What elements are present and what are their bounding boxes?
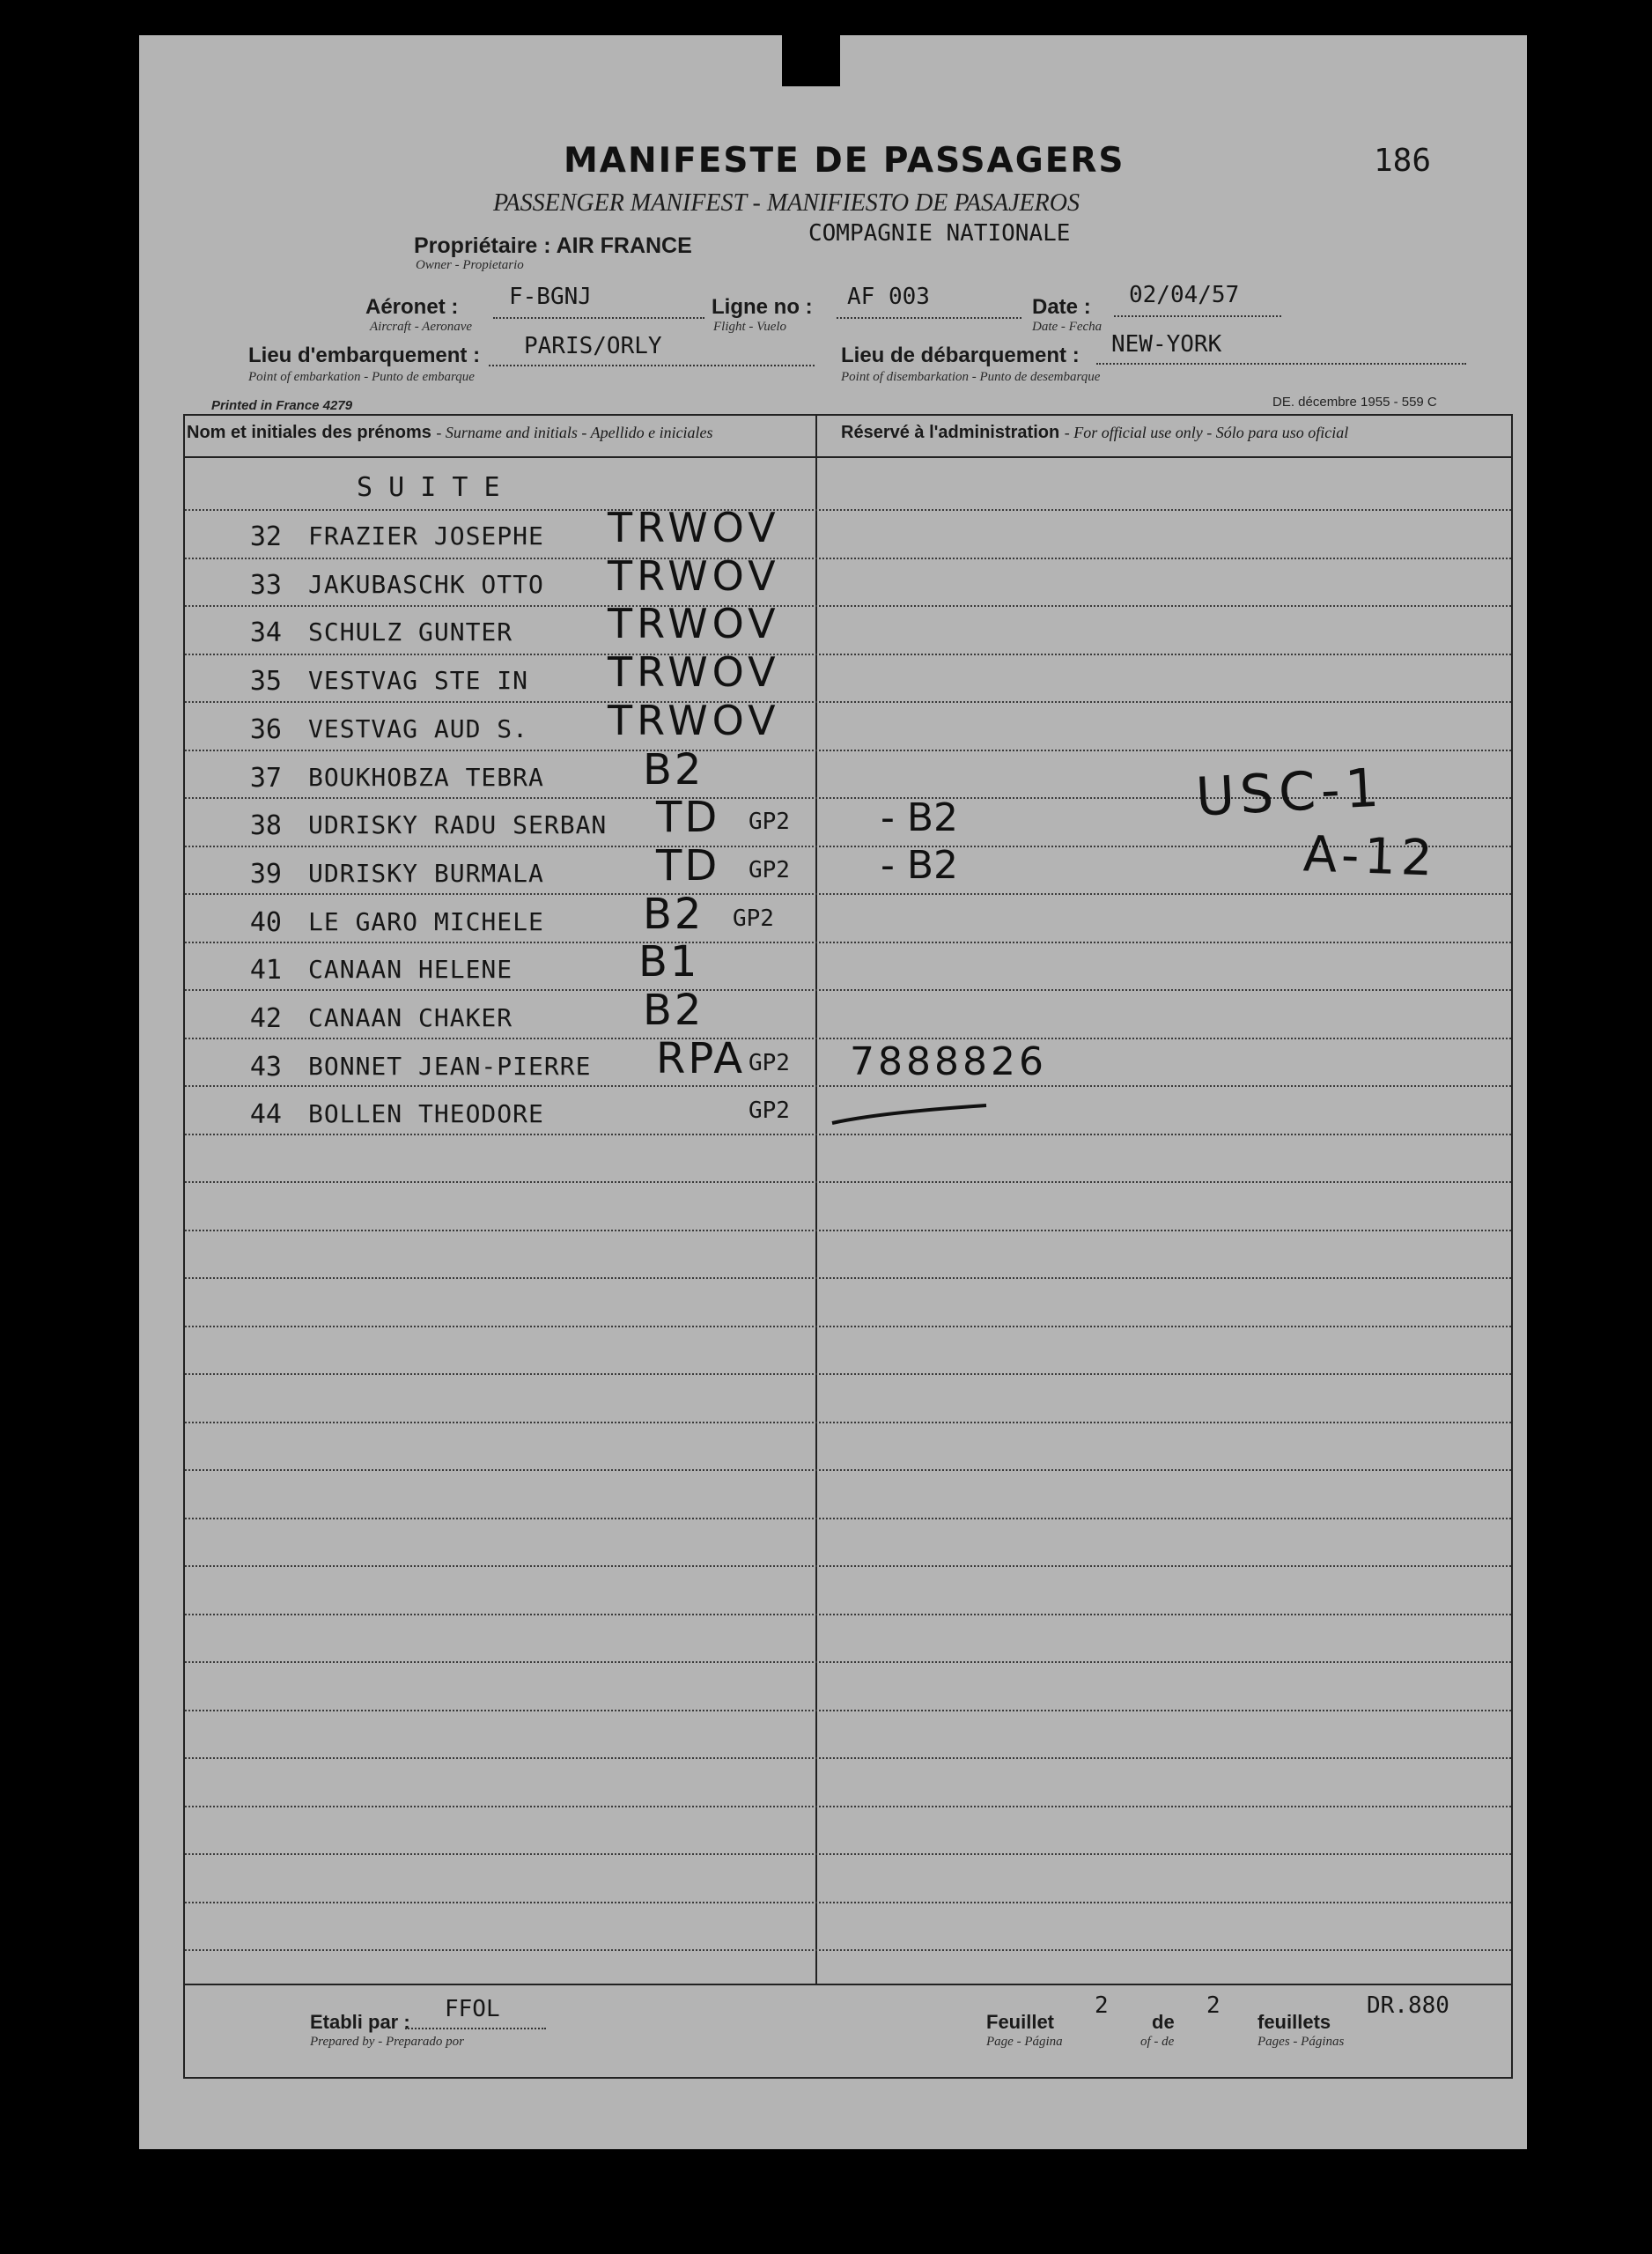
row-rule xyxy=(185,1373,1511,1375)
row-rule xyxy=(185,1230,1511,1231)
handwritten-status-mark: TRWOV xyxy=(608,552,780,600)
row-rule xyxy=(185,1277,1511,1279)
passenger-number: 39 xyxy=(249,859,282,890)
manifest-subtitle: PASSENGER MANIFEST - MANIFIESTO DE PASAJEROS xyxy=(493,189,1080,217)
page-value: 2 xyxy=(1095,1992,1109,2019)
flight-sublabel: Flight - Vuelo xyxy=(713,320,787,334)
passenger-name: BOUKHOBZA TEBRA xyxy=(308,763,544,792)
passenger-code: GP2 xyxy=(733,905,774,932)
prepared-sublabel: Prepared by - Preparado por xyxy=(310,2035,464,2049)
passenger-number: 38 xyxy=(249,810,282,841)
passenger-name: BOLLEN THEODORE xyxy=(308,1099,544,1128)
passenger-name: UDRISKY BURMALA xyxy=(308,859,544,888)
prepared-label: Etabli par : xyxy=(310,2011,410,2033)
of-label: de xyxy=(1152,2011,1175,2033)
passenger-name: VESTVAG STE IN xyxy=(308,666,529,695)
embarkation-value: PARIS/ORLY xyxy=(524,333,662,359)
owner-label: Propriétaire : AIR FRANCE xyxy=(414,233,692,258)
passenger-code: GP2 xyxy=(749,857,790,883)
form-code: DE. décembre 1955 - 559 C xyxy=(1272,395,1437,410)
row-rule xyxy=(185,701,1511,703)
passenger-code: GP2 xyxy=(749,1097,790,1124)
handwritten-status-mark: B2 xyxy=(643,986,704,1035)
page-label: Feuillet xyxy=(986,2011,1055,2033)
pages-sublabel: Pages - Páginas xyxy=(1257,2035,1345,2049)
handwritten-status-mark: B1 xyxy=(638,937,700,987)
passenger-number: 42 xyxy=(249,1003,282,1034)
passenger-code: GP2 xyxy=(749,1050,790,1076)
row-rule xyxy=(185,1469,1511,1471)
binder-notch xyxy=(782,26,840,86)
document-ref: DR.880 xyxy=(1367,1992,1449,2019)
date-value: 02/04/57 xyxy=(1129,282,1240,308)
row-rule xyxy=(185,1518,1511,1519)
passenger-number: 43 xyxy=(249,1052,282,1083)
handwritten-status-mark: TRWOV xyxy=(608,504,780,551)
passenger-number: 32 xyxy=(249,521,282,552)
manifest-title: MANIFESTE DE PASSAGERS xyxy=(564,141,1125,181)
aircraft-value: F-BGNJ xyxy=(509,284,592,310)
handwritten-status-mark: TRWOV xyxy=(608,697,780,744)
passenger-name: JAKUBASCHK OTTO xyxy=(308,570,544,599)
handwritten-status-mark: TD xyxy=(656,793,720,842)
handwritten-status-mark: RPA xyxy=(656,1034,746,1083)
row-rule xyxy=(185,605,1511,607)
aircraft-label: Aéronet : xyxy=(365,295,459,319)
row-rule xyxy=(185,1806,1511,1807)
column-divider xyxy=(815,414,817,1984)
row-rule xyxy=(185,942,1511,943)
row-rule xyxy=(185,558,1511,559)
passenger-name: UDRISKY RADU SERBAN xyxy=(308,810,608,839)
page-sublabel: Page - Página xyxy=(986,2035,1063,2049)
row-rule xyxy=(185,750,1511,751)
row-rule xyxy=(185,1757,1511,1759)
passenger-number: 33 xyxy=(249,570,282,601)
disembarkation-sublabel: Point of disembarkation - Punto de desembarque xyxy=(841,370,1101,384)
passenger-number: 37 xyxy=(249,763,282,794)
handwritten-status-mark: B2 xyxy=(643,890,704,939)
row-rule xyxy=(185,1710,1511,1711)
handwritten-b2-row39: - B2 xyxy=(881,843,959,888)
disembarkation-label: Lieu de débarquement : xyxy=(841,344,1080,367)
row-rule xyxy=(185,509,1511,511)
handwritten-usc: USC-1 xyxy=(1194,757,1386,829)
column-header-names: Nom et initiales des prénoms - Surname and initials - Apellido e iniciales xyxy=(187,423,713,442)
passenger-name: LE GARO MICHELE xyxy=(308,907,544,936)
row-rule xyxy=(185,1853,1511,1855)
passenger-number: 41 xyxy=(249,955,282,986)
handwritten-a12: A-12 xyxy=(1302,825,1439,888)
row-rule xyxy=(185,1038,1511,1039)
row-rule xyxy=(185,1181,1511,1183)
handwritten-status-mark: TRWOV xyxy=(608,648,780,696)
suite-label: S U I T E xyxy=(357,472,500,503)
of-value: 2 xyxy=(1206,1992,1221,2019)
row-rule xyxy=(185,893,1511,895)
handwritten-number: 7888826 xyxy=(850,1039,1047,1084)
passenger-number: 35 xyxy=(249,666,282,697)
passenger-number: 40 xyxy=(249,907,282,938)
row-rule xyxy=(185,1902,1511,1903)
passenger-number: 34 xyxy=(249,617,282,648)
row-rule xyxy=(185,1565,1511,1567)
row-rule xyxy=(185,1422,1511,1423)
pages-label: feuillets xyxy=(1257,2011,1331,2033)
owner-value: COMPAGNIE NATIONALE xyxy=(808,220,1071,247)
row-rule xyxy=(185,1661,1511,1663)
passenger-name: CANAAN HELENE xyxy=(308,955,513,984)
row-rule xyxy=(185,1085,1511,1087)
embarkation-label: Lieu d'embarquement : xyxy=(248,344,481,367)
passenger-name: CANAAN CHAKER xyxy=(308,1003,513,1032)
page-number: 186 xyxy=(1374,143,1432,179)
prepared-value: FFOL xyxy=(445,1996,500,2022)
row-rule xyxy=(185,1326,1511,1327)
passenger-name: BONNET JEAN-PIERRE xyxy=(308,1052,592,1081)
printed-note: Printed in France 4279 xyxy=(211,398,353,413)
passenger-number: 36 xyxy=(249,714,282,745)
date-sublabel: Date - Fecha xyxy=(1032,320,1103,334)
handwritten-b2-row38: - B2 xyxy=(881,795,959,840)
row-rule xyxy=(185,654,1511,655)
row-rule xyxy=(185,1614,1511,1615)
passenger-code: GP2 xyxy=(749,809,790,835)
column-header-admin: Réservé à l'administration - For official use only - Sólo para uso oficial xyxy=(841,423,1349,442)
passenger-table xyxy=(183,414,1513,2079)
row-rule xyxy=(185,1949,1511,1951)
date-label: Date : xyxy=(1032,295,1091,319)
passenger-number: 44 xyxy=(249,1099,282,1130)
row-rule xyxy=(185,989,1511,991)
disembarkation-value: NEW-YORK xyxy=(1111,331,1222,358)
embarkation-sublabel: Point of embarkation - Punto de embarque xyxy=(248,370,475,384)
flight-value: AF 003 xyxy=(847,284,930,310)
passenger-name: FRAZIER JOSEPHE xyxy=(308,521,544,551)
handwritten-status-mark: B2 xyxy=(643,745,704,794)
owner-sublabel: Owner - Propietario xyxy=(416,258,524,272)
flight-label: Ligne no : xyxy=(712,295,813,319)
aircraft-sublabel: Aircraft - Aeronave xyxy=(370,320,473,334)
handwritten-stroke xyxy=(828,1097,995,1132)
handwritten-status-mark: TD xyxy=(656,841,720,891)
passenger-name: SCHULZ GUNTER xyxy=(308,617,513,647)
row-rule xyxy=(185,1134,1511,1135)
of-sublabel: of - de xyxy=(1140,2035,1175,2049)
handwritten-status-mark: TRWOV xyxy=(608,600,780,647)
passenger-name: VESTVAG AUD S. xyxy=(308,714,529,743)
